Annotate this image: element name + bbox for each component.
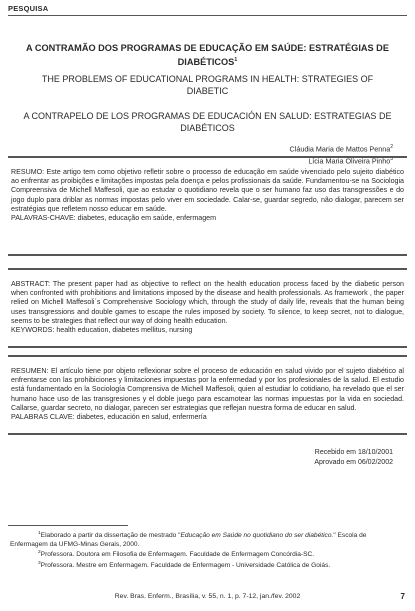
footnote-3-mark: 3 (38, 561, 41, 567)
author-1-name: Cláudia Maria de Mattos Penna (289, 144, 391, 154)
footnote-1-before: Elaborado a partir da dissertação de mestrado " (40, 532, 181, 540)
footnote-2-text: Professora. Doutora em Filosofia de Enfermagem. Faculdade de Enfermagem Concórdia-SC. (40, 551, 315, 559)
abstract-spanish (8, 355, 407, 435)
title-spanish: A CONTRAPELO DE LOS PROGRAMAS DE EDUCACIÓN EN SALUD: ESTRATEGIAS DE DIABÉTICOS (23, 111, 392, 133)
author-2-name: Lícia Maria Oliveira Pinho (308, 156, 391, 166)
journal-citation: Rev. Bras. Enferm., Brasília, v. 55, n. 1, p. 7-12, jan./fev. 2002 (114, 593, 301, 600)
footnotes (10, 530, 405, 571)
page-number: 7 (400, 592, 405, 601)
submission-dates (314, 448, 393, 467)
abstract-portuguese (8, 156, 407, 256)
abstract-pt-keywords: PALAVRAS-CHAVE: diabetes, educação em saúde, enfermagem (11, 214, 217, 223)
abstract-en-text: ABSTRACT: The present paper had as objective to reflect on the health education process faced by the diabetic person when confronted with prohibitions and limitations imposed by the disease and health professionals. As framework , the paper relied on Michell Maffesoli´s Comprehensive Sociology which, through the study of daily life, reveals that the human being uses transgressions and double games to escape the rules imposed by society. To silence, to keep secret, not to dialogue, seems to be strategies that reflect our way of doing health education. (11, 280, 404, 325)
title-portuguese (20, 42, 395, 68)
footnote-1-after: " Escola de Enfermagem da UFMG-Minas Gerais, 2000. (10, 532, 367, 548)
author-1-sup: 2 (390, 144, 393, 150)
footnote-2 (10, 549, 405, 560)
author-1 (290, 142, 393, 154)
abstract-pt-text: RESUMO: Este artigo tem como objetivo refletir sobre o processo de educação em saúde vivenciado pelo sujeito diabético ao enfrentar as proibições e limitações impostas pela doença e pelos profissionais da saúde. Fundamentou-se na Sociologia Compreensiva de Michell Maffesoli, que ao estudar o quotidiano revela que o ser humano faz uso das transgressões e do jogo duplo para driblar as normas impostas pelo viver em sociedade. Calar-se, guardar segredo, não dialogar, parecem ser estratégias que refletem nosso educar em saúde. (11, 168, 404, 213)
title-english: THE PROBLEMS OF EDUCATIONAL PROGRAMS IN HEALTH: STRATEGIES OF DIABETIC (41, 74, 374, 96)
footnote-rule (8, 525, 128, 526)
section-label: PESQUISA (8, 4, 49, 13)
footnote-1-mark: 1 (38, 531, 41, 536)
abstract-en-keywords: KEYWORDS: health education, diabetes mellitus, nursing (11, 326, 193, 335)
abstract-es-keywords: PALABRAS CLAVE: diabetes, educación en salud, enfermería (11, 413, 207, 422)
footnote-1-thesis-title: Educação em Saúde no quotidiano do ser diabético. (180, 532, 334, 540)
header-rule (8, 15, 407, 16)
footnote-3 (10, 560, 405, 571)
abstract-english (8, 268, 407, 348)
footnote-3-text: Professora. Mestre em Enfermagem. Faculdade de Enfermagem - Universidade Católica de Goiás. (40, 562, 331, 570)
received-date: Recebido em 18/10/2001 (314, 449, 393, 456)
author-2-sup: 3 (390, 156, 393, 163)
title-pt-footnote-mark: 1 (234, 57, 238, 63)
approved-date: Aprovado em 06/02/2002 (314, 458, 393, 466)
title-pt-text: A CONTRAMÃO DOS PROGRAMAS DE EDUCAÇÃO EM SAÚDE: ESTRATÉGIAS DE DIABÉTICOS (26, 43, 389, 68)
footnote-2-mark: 2 (38, 550, 41, 556)
footnote-1 (10, 530, 405, 549)
abstract-es-text: RESUMEN: El artículo tiene por objeto reflexionar sobre el proceso de educación en salud vivido por el sujeto diabético al enfrentarse con las prohibiciones y limitaciones impuestas por la enfermedad y por los profesionales de la salud. El estudio está fundamentado en la Sociología Comprensiva de Michell Maffesoli, quien al estudiar lo cotidiano, ha revelado que el ser humano hace uso de las transgresiones y el doble juego para escamotear las normas impuestas por la vida en sociedad. Callarse, guardar secreto, no dialogar, parecen ser estrategias que reflejan nuestra forma de educar en salud. (11, 367, 404, 412)
